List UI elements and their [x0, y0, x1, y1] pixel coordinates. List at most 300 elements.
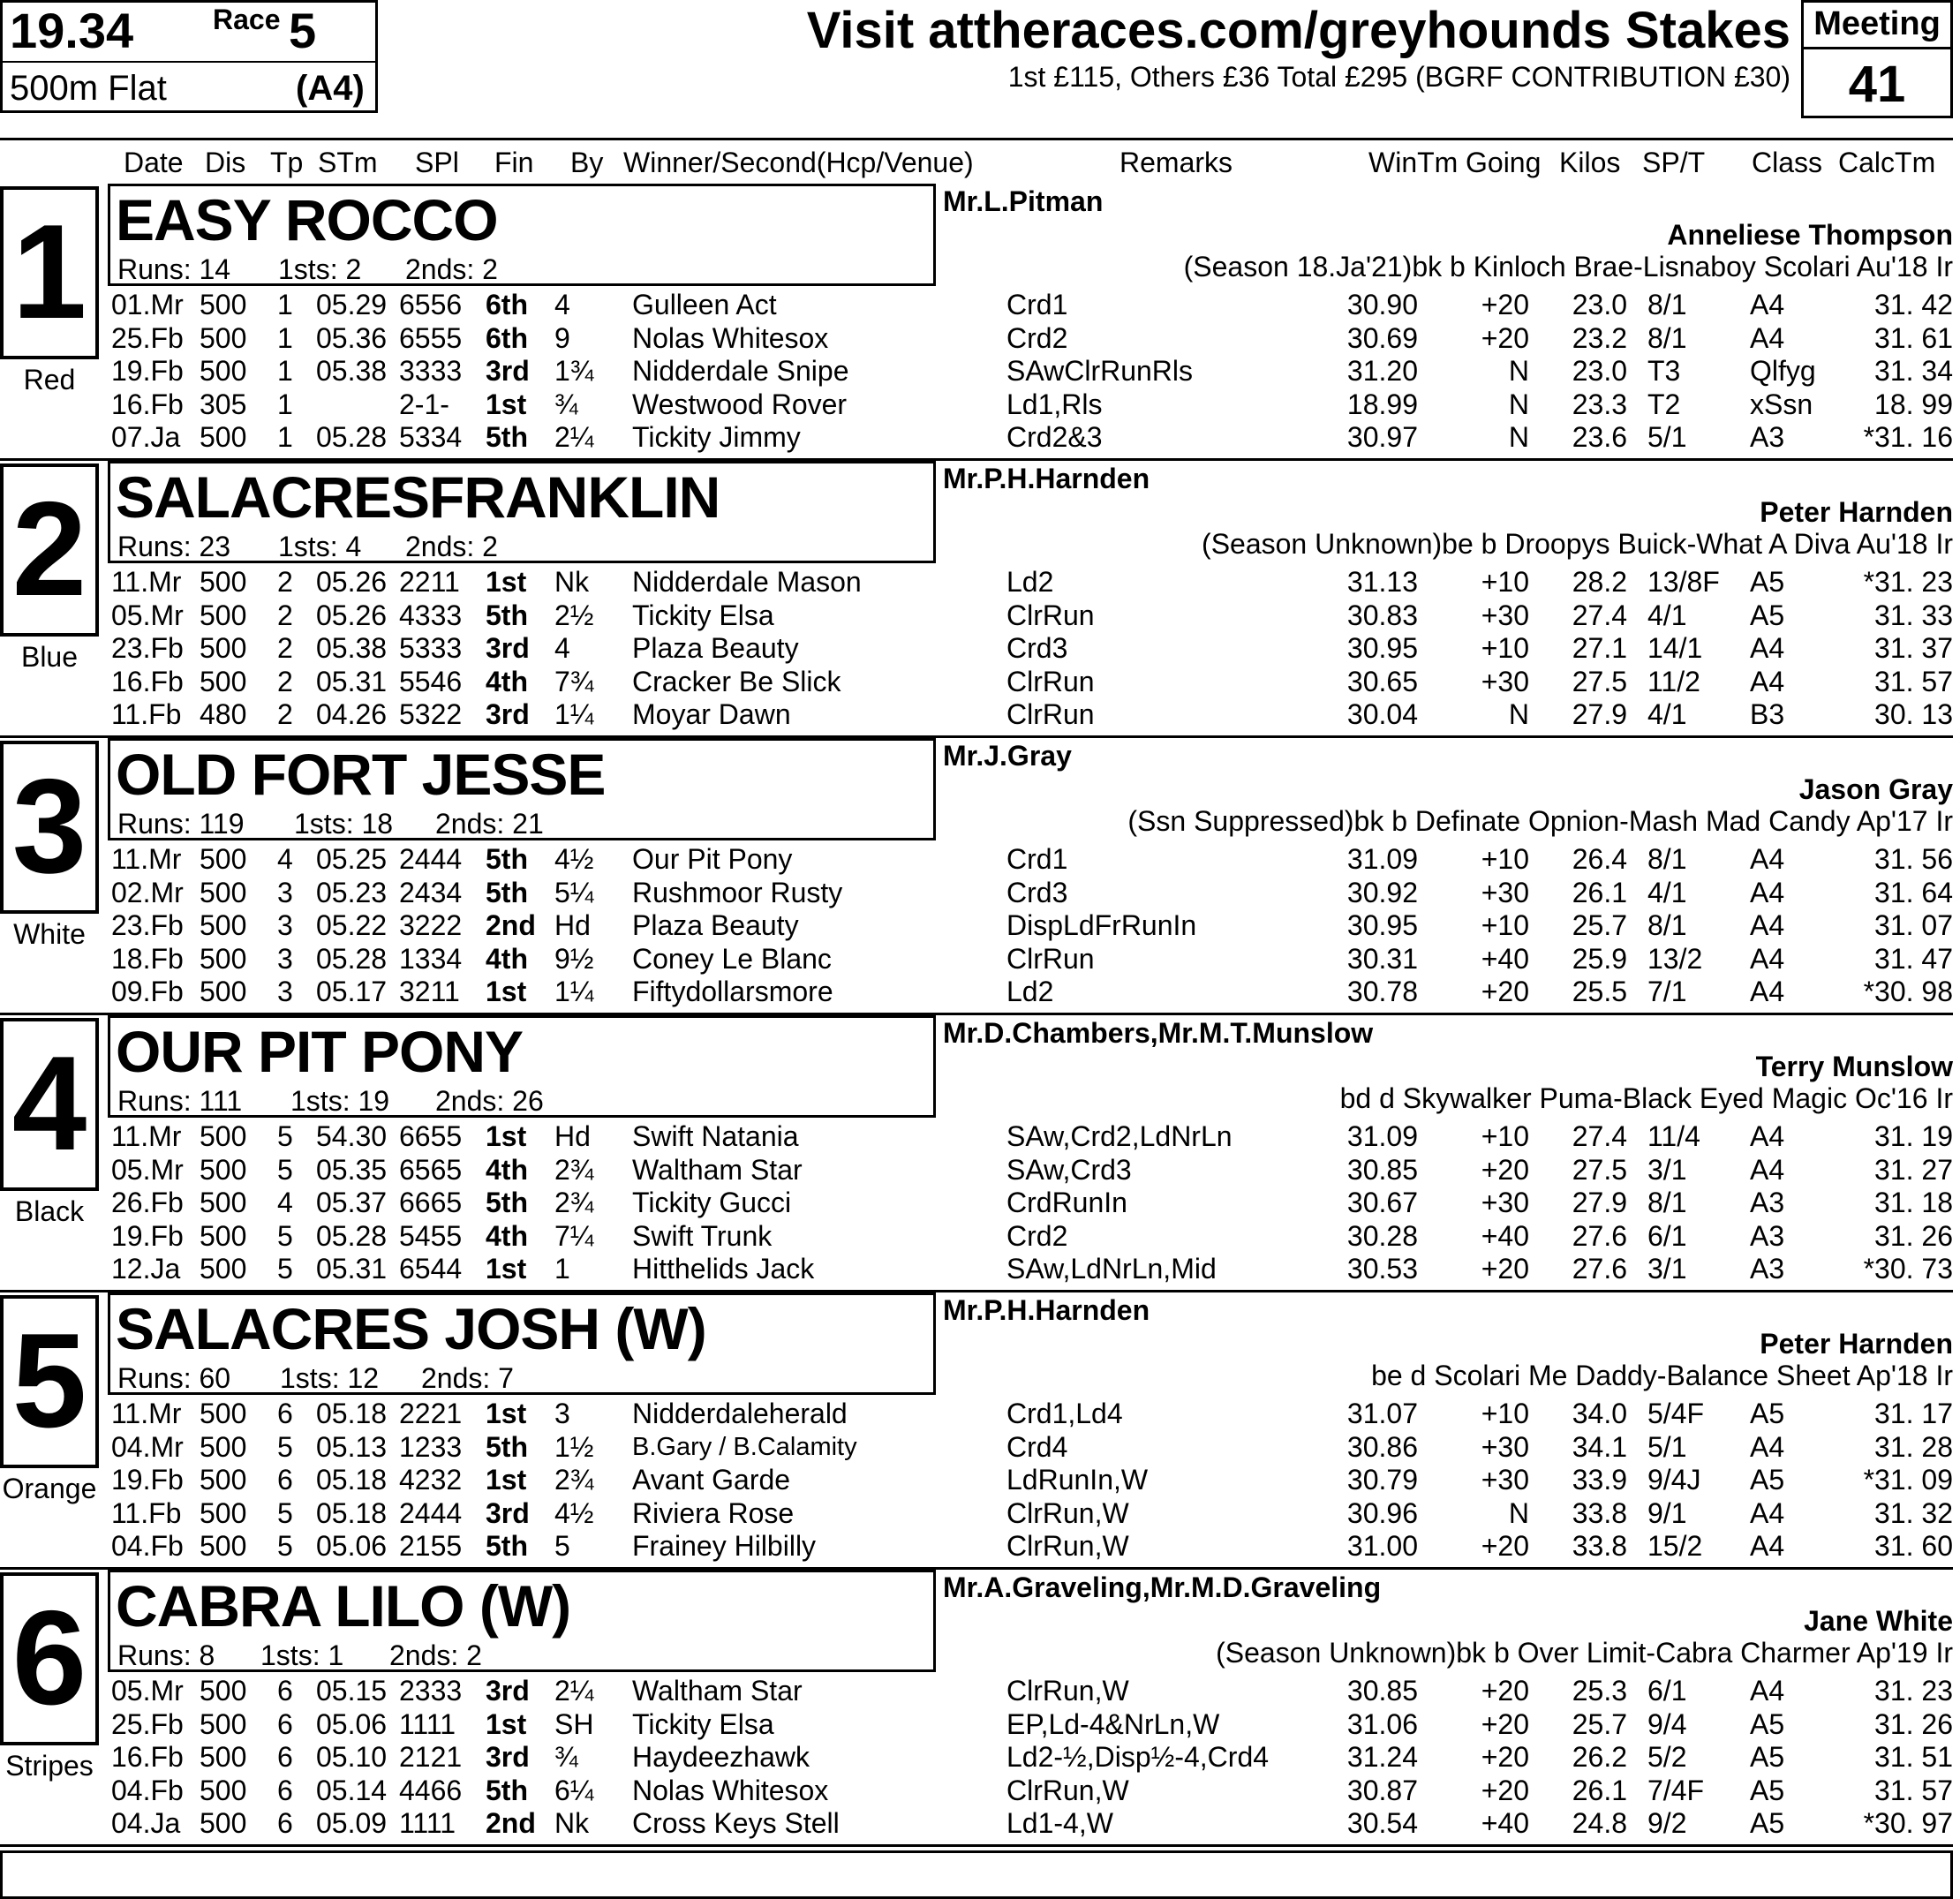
form-fin: 1st — [486, 566, 527, 598]
dog-firsts: 1sts: 18 — [294, 808, 394, 840]
form-tp: 5 — [277, 1253, 293, 1285]
form-calctm: *30. 97 — [1863, 1807, 1953, 1840]
form-class: A4 — [1750, 289, 1785, 320]
form-kilos: 26.1 — [1572, 1774, 1627, 1806]
race-title: Visit attheraces.com/greyhounds Stakes — [806, 2, 1790, 59]
form-fin: 4th — [486, 1219, 528, 1252]
dog-seconds: 2nds: 26 — [435, 1085, 544, 1117]
form-winner: Tickity Elsa — [632, 599, 774, 631]
trap-number: 2 — [11, 474, 87, 624]
form-stm: 54.30 — [316, 1120, 388, 1152]
runner-section — [0, 184, 1960, 461]
form-stm: 05.36 — [316, 321, 388, 354]
form-by: SH — [554, 1707, 594, 1740]
form-tp: 3 — [277, 942, 293, 975]
form-calctm: 31. 34 — [1874, 355, 1953, 388]
form-sp: 13/2 — [1647, 942, 1703, 975]
trap-colour: Red — [23, 364, 76, 396]
form-by: 4½ — [554, 843, 594, 875]
form-by: Hd — [554, 909, 591, 942]
form-sp: T2 — [1647, 388, 1681, 420]
form-class: A4 — [1750, 843, 1785, 875]
form-sp: 11/2 — [1647, 665, 1700, 697]
form-dis: 305 — [200, 388, 247, 420]
form-dis: 500 — [200, 942, 247, 975]
form-spl: 3222 — [399, 909, 463, 942]
form-tp: 6 — [277, 1464, 293, 1496]
form-stm: 05.26 — [316, 566, 388, 598]
form-wintm: 30.54 — [1346, 1807, 1418, 1840]
form-tp: 1 — [277, 421, 293, 454]
form-stm: 05.06 — [316, 1530, 388, 1563]
form-dis: 500 — [200, 1253, 247, 1285]
form-kilos: 25.3 — [1572, 1675, 1627, 1707]
form-going: +30 — [1481, 1464, 1529, 1496]
trap-colour: Black — [14, 1195, 85, 1227]
form-dis: 500 — [200, 1219, 247, 1252]
form-wintm: 30.79 — [1346, 1464, 1418, 1496]
form-winner: Hitthelids Jack — [632, 1253, 815, 1285]
form-tp: 1 — [277, 289, 293, 320]
form-row — [0, 1119, 1960, 1153]
form-stm: 05.25 — [316, 843, 388, 875]
form-winner: Fiftydollarsmore — [632, 976, 833, 1008]
form-row — [0, 288, 1960, 321]
form-sp: 15/2 — [1647, 1530, 1703, 1563]
form-spl: 2434 — [399, 876, 463, 908]
form-stm: 05.38 — [316, 355, 388, 388]
form-remarks: SAw,Crd2,LdNrLn — [1006, 1120, 1233, 1152]
col-date: Date — [124, 147, 184, 178]
form-row — [0, 1496, 1960, 1530]
form-stm: 05.28 — [316, 421, 388, 454]
form-class: A5 — [1750, 1464, 1785, 1496]
form-row — [0, 1186, 1960, 1219]
form-remarks: Crd2 — [1006, 321, 1068, 354]
dog-breeding: (Season Unknown)bk b Over Limit-Cabra Charmer Ap'19 Ir — [1216, 1637, 1953, 1669]
form-tp: 6 — [277, 1675, 293, 1707]
col-by: By — [570, 147, 604, 178]
form-spl: 2121 — [399, 1741, 463, 1774]
form-fin: 1st — [486, 1253, 527, 1285]
form-winner: Rushmoor Rusty — [632, 876, 843, 908]
form-tp: 2 — [277, 698, 293, 731]
form-wintm: 30.90 — [1346, 289, 1418, 320]
form-sp: 4/1 — [1647, 599, 1687, 631]
dog-trainer: Anneliese Thompson — [1667, 219, 1953, 251]
form-kilos: 23.3 — [1572, 388, 1627, 420]
form-date: 11.Mr — [111, 1120, 182, 1152]
form-calctm: 31. 17 — [1874, 1398, 1953, 1429]
meeting-label: Meeting — [1813, 5, 1941, 42]
race-distance: 500m Flat — [10, 69, 167, 108]
race-number: 5 — [289, 3, 317, 58]
trap-number: 6 — [11, 1583, 87, 1733]
form-stm: 04.26 — [316, 698, 388, 731]
form-row — [0, 420, 1960, 454]
form-date: 16.Fb — [111, 1741, 184, 1774]
form-date: 04.Ja — [111, 1807, 181, 1840]
form-remarks: ClrRun,W — [1006, 1675, 1129, 1707]
form-tp: 3 — [277, 909, 293, 942]
form-remarks: CrdRunIn — [1006, 1187, 1127, 1219]
form-dis: 500 — [200, 665, 247, 697]
form-stm: 05.26 — [316, 599, 388, 631]
dog-owner: Mr.J.Gray — [943, 740, 1072, 772]
form-going: +30 — [1481, 1187, 1529, 1219]
form-dis: 500 — [200, 909, 247, 942]
form-wintm: 30.95 — [1346, 909, 1418, 942]
trap-colour: White — [13, 918, 86, 950]
form-row — [0, 1529, 1960, 1563]
form-wintm: 30.87 — [1346, 1774, 1418, 1806]
form-row — [0, 908, 1960, 942]
form-going: N — [1508, 1496, 1529, 1529]
form-remarks: Crd2&3 — [1006, 421, 1103, 454]
form-row — [0, 842, 1960, 876]
form-tp: 4 — [277, 843, 293, 875]
form-going: N — [1508, 388, 1529, 420]
form-stm: 05.13 — [316, 1430, 388, 1463]
form-kilos: 25.9 — [1572, 942, 1627, 975]
form-spl: 1111 — [399, 1807, 456, 1840]
form-calctm: 30. 13 — [1874, 698, 1953, 731]
form-calctm: 31. 57 — [1874, 1774, 1953, 1806]
form-wintm: 30.85 — [1346, 1675, 1418, 1707]
form-fin: 1st — [486, 976, 527, 1008]
form-spl: 5334 — [399, 421, 463, 454]
form-date: 19.Fb — [111, 1464, 184, 1496]
dog-firsts: 1sts: 2 — [278, 253, 362, 285]
form-class: A4 — [1750, 665, 1785, 697]
form-class: A5 — [1750, 566, 1785, 598]
form-date: 25.Fb — [111, 1707, 184, 1740]
form-fin: 6th — [486, 289, 528, 320]
form-tp: 6 — [277, 1707, 293, 1740]
form-winner: Cracker Be Slick — [632, 665, 841, 697]
form-fin: 1st — [486, 1707, 527, 1740]
form-kilos: 33.8 — [1572, 1496, 1627, 1529]
form-spl: 2221 — [399, 1398, 463, 1429]
form-row — [0, 1707, 1960, 1741]
form-class: A4 — [1750, 909, 1785, 942]
dog-name: CABRA LILO (W) — [116, 1573, 571, 1639]
form-going: +20 — [1481, 1675, 1529, 1707]
form-winner: Frainey Hilbilly — [632, 1530, 817, 1563]
form-remarks: Crd4 — [1006, 1430, 1068, 1463]
form-date: 11.Mr — [111, 566, 182, 598]
form-dis: 500 — [200, 1707, 247, 1740]
form-by: Nk — [554, 1807, 590, 1840]
form-stm: 05.22 — [316, 909, 388, 942]
form-row — [0, 321, 1960, 355]
form-stm: 05.31 — [316, 1253, 388, 1285]
form-dis: 500 — [200, 1464, 247, 1496]
form-class: A4 — [1750, 1530, 1785, 1563]
form-dis: 500 — [200, 632, 247, 665]
form-row — [0, 1774, 1960, 1807]
form-stm: 05.09 — [316, 1807, 388, 1840]
dog-seconds: 2nds: 21 — [435, 808, 544, 840]
form-stm: 05.10 — [316, 1741, 388, 1774]
form-spl: 4333 — [399, 599, 463, 631]
form-winner: Avant Garde — [632, 1464, 791, 1496]
form-kilos: 24.8 — [1572, 1807, 1627, 1840]
race-box-divider — [3, 61, 375, 63]
form-dis: 500 — [200, 599, 247, 631]
form-tp: 1 — [277, 355, 293, 388]
form-class: A5 — [1750, 1774, 1785, 1806]
form-calctm: 31. 33 — [1874, 599, 1953, 631]
form-stm: 05.18 — [316, 1464, 388, 1496]
form-by: 2¾ — [554, 1153, 594, 1186]
form-sp: 5/2 — [1647, 1741, 1687, 1774]
col-spl: SPl — [415, 147, 459, 178]
prize-money: 1st £115, Others £36 Total £295 (BGRF CONTRIBUTION £30) — [1007, 61, 1790, 93]
form-remarks: ClrRun — [1006, 665, 1095, 697]
runner-section — [0, 1292, 1960, 1570]
form-going: +30 — [1481, 876, 1529, 908]
form-fin: 2nd — [486, 1807, 536, 1840]
form-dis: 500 — [200, 976, 247, 1008]
form-going: +40 — [1481, 1219, 1529, 1252]
form-calctm: 31. 42 — [1874, 289, 1953, 320]
form-kilos: 27.5 — [1572, 665, 1627, 697]
form-spl: 3211 — [399, 976, 460, 1008]
col-calctm: CalcTm — [1838, 147, 1936, 178]
form-sp: 8/1 — [1647, 843, 1687, 875]
dog-trainer: Peter Harnden — [1760, 496, 1953, 528]
form-going: +20 — [1481, 1253, 1529, 1285]
form-date: 11.Fb — [111, 698, 182, 731]
form-kilos: 25.5 — [1572, 976, 1627, 1008]
form-wintm: 30.53 — [1346, 1253, 1418, 1285]
form-dis: 480 — [200, 698, 247, 731]
form-dis: 500 — [200, 876, 247, 908]
form-sp: 9/2 — [1647, 1807, 1687, 1840]
form-dis: 500 — [200, 289, 247, 320]
form-going: N — [1508, 421, 1529, 454]
form-wintm: 18.99 — [1346, 388, 1418, 420]
form-kilos: 25.7 — [1572, 1707, 1627, 1740]
col-kilos: Kilos — [1559, 147, 1621, 178]
form-going: +30 — [1481, 1430, 1529, 1463]
form-wintm: 30.86 — [1346, 1430, 1418, 1463]
col-class: Class — [1752, 147, 1823, 178]
form-winner: Tickity Elsa — [632, 1707, 774, 1740]
form-date: 11.Fb — [111, 1496, 182, 1529]
dog-owner: Mr.A.Graveling,Mr.M.D.Graveling — [943, 1571, 1382, 1603]
runner-section — [0, 461, 1960, 738]
form-date: 05.Mr — [111, 1153, 184, 1186]
form-fin: 5th — [486, 843, 528, 875]
form-remarks: ClrRun — [1006, 942, 1095, 975]
form-calctm: 31. 37 — [1874, 632, 1953, 665]
form-going: +10 — [1481, 1398, 1529, 1429]
form-sp: 3/1 — [1647, 1253, 1687, 1285]
form-row — [0, 665, 1960, 698]
form-class: A3 — [1750, 1187, 1785, 1219]
form-stm: 05.37 — [316, 1187, 388, 1219]
dog-name-box — [108, 1570, 936, 1672]
form-class: A5 — [1750, 1741, 1785, 1774]
form-kilos: 27.5 — [1572, 1153, 1627, 1186]
form-wintm: 31.20 — [1346, 355, 1418, 388]
form-by: 6¼ — [554, 1774, 594, 1806]
form-by: ¾ — [554, 1741, 578, 1774]
form-calctm: 31. 57 — [1874, 665, 1953, 697]
form-sp: 8/1 — [1647, 321, 1687, 354]
form-wintm: 31.09 — [1346, 1120, 1418, 1152]
dog-name: EASY ROCCO — [116, 187, 498, 252]
form-winner: Westwood Rover — [632, 388, 848, 420]
form-tp: 5 — [277, 1496, 293, 1529]
form-tp: 5 — [277, 1153, 293, 1186]
form-stm: 05.06 — [316, 1707, 388, 1740]
form-remarks: Ld2 — [1006, 566, 1054, 598]
form-sp: 9/4 — [1647, 1707, 1687, 1740]
form-row — [0, 631, 1960, 665]
dog-owner: Mr.P.H.Harnden — [943, 463, 1150, 494]
form-winner: Cross Keys Stell — [632, 1807, 840, 1840]
form-remarks: Ld1-4,W — [1006, 1807, 1113, 1840]
form-wintm: 30.95 — [1346, 632, 1418, 665]
form-wintm: 31.13 — [1346, 566, 1418, 598]
form-kilos: 27.1 — [1572, 632, 1627, 665]
form-stm: 05.18 — [316, 1496, 388, 1529]
form-spl: 6655 — [399, 1120, 463, 1152]
form-spl: 6555 — [399, 321, 463, 354]
form-calctm: 18. 99 — [1874, 388, 1953, 420]
section-divider — [0, 1844, 1953, 1847]
form-calctm: *31. 23 — [1863, 566, 1953, 598]
trap-number: 1 — [11, 197, 87, 347]
form-remarks: ClrRun — [1006, 698, 1095, 731]
form-tp: 5 — [277, 1530, 293, 1563]
trap-number: 5 — [11, 1306, 87, 1456]
form-winner: Tickity Gucci — [632, 1187, 792, 1219]
form-fin: 3rd — [486, 698, 530, 731]
form-dis: 500 — [200, 1153, 247, 1186]
form-winner: Coney Le Blanc — [632, 942, 832, 975]
form-tp: 2 — [277, 599, 293, 631]
form-winner: Waltham Star — [632, 1153, 803, 1186]
form-spl: 5333 — [399, 632, 463, 665]
form-tp: 5 — [277, 1430, 293, 1463]
form-winner: Our Pit Pony — [632, 843, 793, 875]
form-spl: 4232 — [399, 1464, 463, 1496]
form-spl: 5322 — [399, 698, 463, 731]
form-wintm: 30.69 — [1346, 321, 1418, 354]
header-divider — [0, 138, 1953, 140]
form-going: +30 — [1481, 599, 1529, 631]
form-tp: 1 — [277, 321, 293, 354]
form-stm: 05.17 — [316, 976, 388, 1008]
form-tp: 2 — [277, 665, 293, 697]
form-winner: Riviera Rose — [632, 1496, 795, 1529]
form-by: 1½ — [554, 1430, 594, 1463]
form-class: A5 — [1750, 599, 1785, 631]
form-tp: 2 — [277, 566, 293, 598]
form-dis: 500 — [200, 1774, 247, 1806]
form-by: 3 — [554, 1398, 570, 1429]
race-info-box — [0, 0, 378, 113]
trap-colour: Blue — [20, 641, 79, 673]
form-spl: 1334 — [399, 942, 463, 975]
form-stm: 05.35 — [316, 1153, 388, 1186]
form-fin: 3rd — [486, 1675, 530, 1707]
dog-breeding: be d Scolari Me Daddy-Balance Sheet Ap'18 Ir — [1371, 1360, 1953, 1391]
form-row — [0, 1674, 1960, 1707]
form-by: 2¾ — [554, 1187, 594, 1219]
form-remarks: Ld2 — [1006, 976, 1054, 1008]
form-remarks: SAwClrRunRls — [1006, 355, 1194, 388]
dog-seconds: 2nds: 2 — [405, 531, 498, 562]
form-remarks: Crd3 — [1006, 876, 1068, 908]
form-going: +20 — [1481, 1774, 1529, 1806]
form-by: 9 — [554, 321, 570, 354]
runner-section — [0, 1570, 1960, 1847]
form-dis: 500 — [200, 1496, 247, 1529]
form-dis: 500 — [200, 1187, 247, 1219]
form-wintm: 30.96 — [1346, 1496, 1418, 1529]
form-class: xSsn — [1750, 388, 1813, 420]
form-calctm: 31. 61 — [1874, 321, 1953, 354]
form-class: A4 — [1750, 876, 1785, 908]
form-calctm: 31. 19 — [1874, 1120, 1953, 1152]
form-wintm: 31.09 — [1346, 843, 1418, 875]
form-kilos: 26.2 — [1572, 1741, 1627, 1774]
form-fin: 3rd — [486, 355, 530, 388]
form-wintm: 30.31 — [1346, 942, 1418, 975]
form-stm: 05.23 — [316, 876, 388, 908]
form-winner: Plaza Beauty — [632, 909, 799, 942]
form-fin: 5th — [486, 1187, 528, 1219]
form-spl: 5546 — [399, 665, 463, 697]
form-kilos: 23.6 — [1572, 421, 1627, 454]
form-kilos: 23.2 — [1572, 321, 1627, 354]
form-stm: 05.28 — [316, 942, 388, 975]
form-date: 12.Ja — [111, 1253, 181, 1285]
dog-name-box — [108, 461, 936, 563]
form-fin: 5th — [486, 1774, 528, 1806]
dog-owner: Mr.D.Chambers,Mr.M.T.Munslow — [943, 1017, 1374, 1049]
dog-name: OUR PIT PONY — [116, 1019, 524, 1084]
form-remarks: Crd1 — [1006, 289, 1068, 320]
form-kilos: 34.0 — [1572, 1398, 1627, 1429]
form-sp: 11/4 — [1647, 1120, 1700, 1152]
form-sp: 9/1 — [1647, 1496, 1687, 1529]
form-fin: 5th — [486, 599, 528, 631]
dog-seconds: 2nds: 2 — [405, 253, 498, 285]
form-date: 11.Mr — [111, 1398, 182, 1429]
form-winner: Haydeezhawk — [632, 1741, 810, 1774]
form-winner: Nolas Whitesox — [632, 321, 829, 354]
dog-runs: Runs: 14 — [117, 253, 231, 285]
form-remarks: ClrRun,W — [1006, 1530, 1129, 1563]
form-spl: 1233 — [399, 1430, 463, 1463]
meeting-number: 41 — [1848, 56, 1906, 113]
form-fin: 3rd — [486, 1496, 530, 1529]
form-fin: 1st — [486, 388, 527, 420]
form-date: 04.Fb — [111, 1774, 184, 1806]
col-sp: SP/T — [1642, 147, 1706, 178]
form-row — [0, 876, 1960, 909]
form-dis: 500 — [200, 566, 247, 598]
form-winner: Gulleen Act — [632, 289, 777, 320]
form-class: A5 — [1750, 1707, 1785, 1740]
form-class: A4 — [1750, 942, 1785, 975]
